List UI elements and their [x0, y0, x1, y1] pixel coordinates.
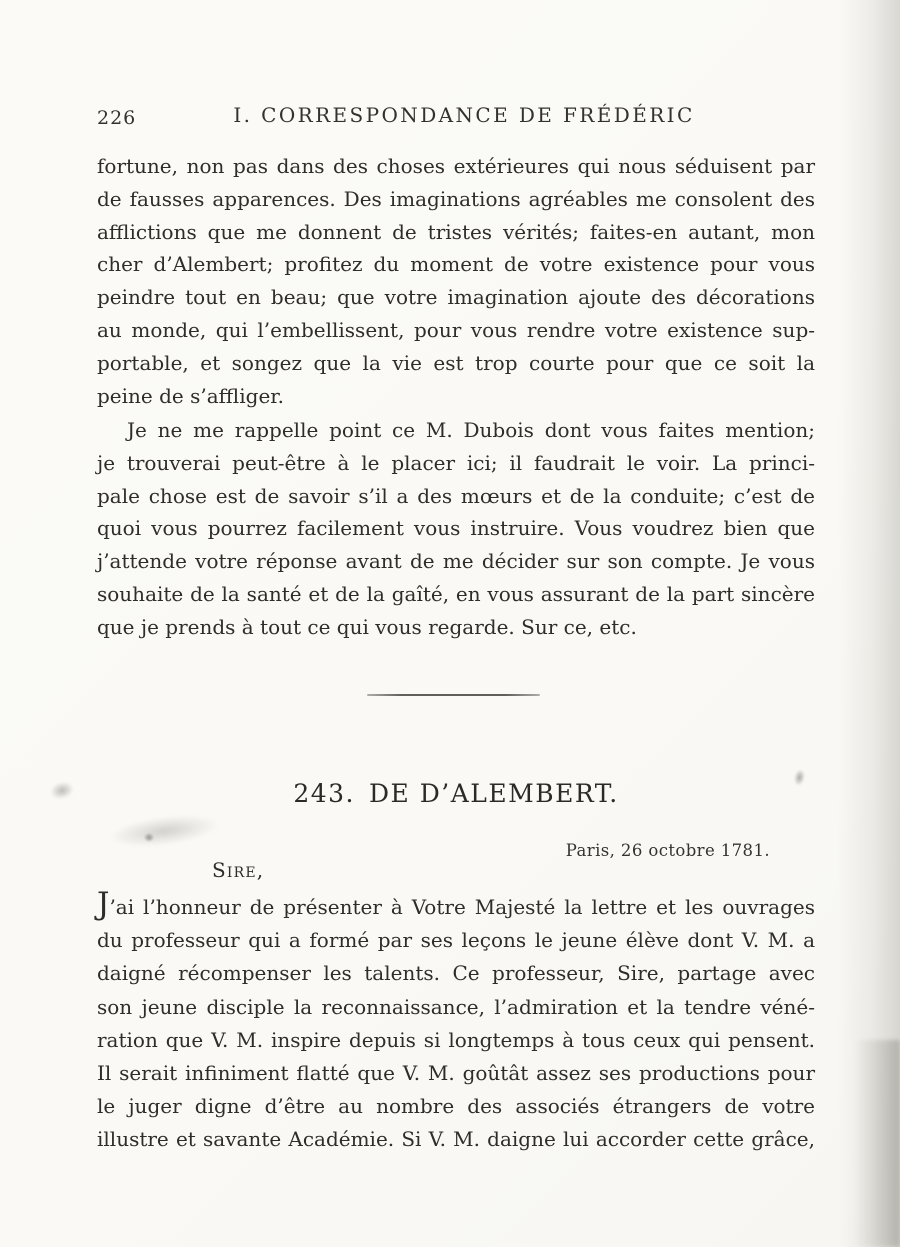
text-line	[97, 886, 815, 924]
text-line: le juger digne d’être au nombre des associés étrangers de votre	[97, 1094, 815, 1119]
text-line: au monde, qui l’embellissent, pour vous rendre votre existence sup-	[97, 317, 815, 342]
page-number: 226	[97, 107, 137, 129]
text-line: j’attende votre réponse avant de me décider sur son compte. Je vous	[97, 549, 815, 574]
pencil-smudge	[144, 833, 154, 842]
text-line: son jeune disciple la reconnaissance, l’admiration et la tendre véné-	[97, 994, 815, 1019]
pencil-smudge	[48, 779, 76, 802]
section-heading	[97, 779, 815, 808]
large-initial: J	[97, 886, 110, 922]
letter-242-paragraph-1	[97, 150, 815, 412]
letter-number: 243.	[293, 779, 355, 808]
text-line: que je prends à tout ce qui vous regarde. Sur ce, etc.	[97, 614, 637, 639]
letter-title: DE D’ALEMBERT.	[368, 779, 619, 808]
dateline: Paris, 26 octobre 1781.	[565, 841, 770, 860]
text-line: Il serait infiniment flatté que V. M. goûtât assez ses productions pour	[97, 1061, 815, 1086]
text-line: ration que V. M. inspire depuis si longtemps à tous ceux qui pensent.	[97, 1027, 815, 1052]
text-line: peine de s’affliger.	[97, 383, 285, 408]
scan-edge-shadow-lower	[854, 1040, 900, 1247]
text-line: fortune, non pas dans des choses extérieures qui nous séduisent par	[97, 154, 815, 178]
scan-edge-shadow	[838, 0, 900, 1247]
text-line: peindre tout en beau; que votre imagination ajoute des décorations	[97, 285, 815, 310]
text-line: cher d’Alembert; profitez du moment de votre existence pour vous	[97, 252, 815, 277]
pencil-smudge	[109, 811, 220, 852]
text-line: je trouverai peut-être à le placer ici; il faudrait le voir. La princi-	[97, 450, 815, 475]
text-line: souhaite de la santé et de la gaîté, en vous assurant de la part sincère	[97, 581, 815, 606]
letter-242-paragraph-2	[97, 414, 815, 644]
text-line: pale chose est de savoir s’il a des mœurs et de la conduite; c’est de	[97, 483, 815, 508]
text-line-rest: ’ai l’honneur de présenter à Votre Majesté la lettre et les ouvrages	[109, 895, 815, 919]
text-line: du professeur qui a formé par ses leçons le jeune élève dont V. M. a	[97, 928, 815, 953]
section-divider-rule	[367, 694, 540, 696]
text-line: afflictions que me donnent de tristes vérités; faites-en autant, mon	[97, 219, 815, 244]
text-line: de fausses apparences. Des imaginations agréables me consolent des	[97, 186, 815, 211]
text-line: daigné récompenser les talents. Ce professeur, Sire, partage avec	[97, 961, 815, 986]
text-line: Je ne me rappelle point ce M. Dubois dont vous faites mention;	[127, 418, 815, 442]
page-header	[97, 103, 815, 135]
letter-243-body	[97, 886, 815, 1157]
text-line: quoi vous pourrez facilement vous instruire. Vous voudrez bien que	[97, 516, 815, 541]
salutation: Sire,	[212, 858, 265, 882]
text-line: illustre et savante Académie. Si V. M. daigne lui accorder cette grâce,	[97, 1127, 815, 1152]
running-title: I. CORRESPONDANCE DE FRÉDÉRIC	[233, 103, 695, 127]
text-line: portable, et songez que la vie est trop courte pour que ce soit la	[97, 350, 815, 375]
